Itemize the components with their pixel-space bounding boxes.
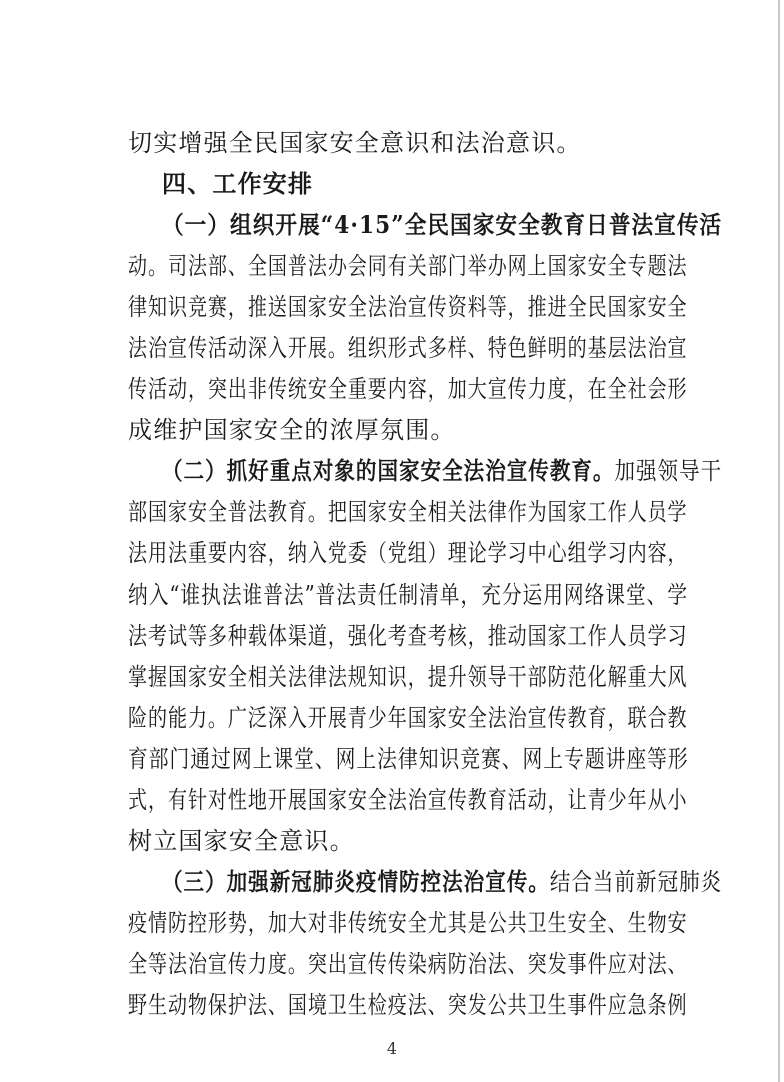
paragraph-2-line: 法用法重要内容，纳入党委（党组）理论学习中心组学习内容， [128, 539, 688, 567]
body-text-line: 切实增强全民国家安全意识和法治意识。 [128, 129, 582, 157]
paragraph-2-line: 纳入“谁执法谁普法”普法责任制清单，充分运用网络课堂、学 [128, 581, 689, 609]
paragraph-3-line: 全等法治宣传力度。突出宣传传染病防治法、突发事件应对法、 [128, 950, 688, 978]
paragraph-1-line: 动。司法部、全国普法办会同有关部门举办网上国家安全专题法 [128, 252, 688, 280]
page-number: 4 [386, 1039, 398, 1058]
paragraph-2-line: 法考试等多种载体渠道，强化考查考核，推动国家工作人员学习 [128, 622, 688, 650]
paragraph-3-lead: （三）加强新冠肺炎疫情防控法治宣传。 [162, 867, 550, 896]
paragraph-2-lead: （二）抓好重点对象的国家安全法治宣传教育。 [162, 456, 615, 485]
paragraph-2-line: 部国家安全普法教育。把国家安全相关法律作为国家工作人员学 [128, 498, 688, 526]
paragraph-1-line: 法治宣传活动深入开展。组织形式多样、特色鲜明的基层法治宣 [128, 334, 688, 362]
paragraph-2-line: 式，有针对性地开展国家安全法治宣传教育活动，让青少年从小 [128, 786, 688, 814]
paragraph-3-line: 野生动物保护法、国境卫生检疫法、突发公共卫生事件应急条例 [128, 991, 688, 1019]
paragraph-3-first-line [162, 867, 723, 897]
paragraph-2-lead-rest: 加强领导干 [614, 457, 723, 485]
paragraph-2-line: 险的能力。广泛深入开展青少年国家安全法治宣传教育，联合教 [128, 704, 688, 732]
paragraph-1-line: 成维护国家安全的浓厚氛围。 [128, 416, 456, 444]
paragraph-3-lead-rest: 结合当前新冠肺炎 [549, 868, 723, 896]
paragraph-2-line: 育部门通过网上课堂、网上法律知识竞赛、网上专题讲座等形 [128, 745, 689, 773]
paragraph-1-line: 律知识竞赛，推送国家安全法治宣传资料等，推进全民国家安全 [128, 293, 688, 321]
section-heading: 四、工作安排 [162, 169, 314, 198]
paragraph-1-line: 传活动，突出非传统安全重要内容，加大宣传力度，在全社会形 [128, 375, 688, 403]
paragraph-2-line: 树立国家安全意识。 [128, 827, 355, 855]
paragraph-1-lead: （一）组织开展“4·15”全民国家安全教育日普法宣传活 [162, 210, 723, 239]
paragraph-2-first-line [162, 456, 723, 486]
scan-edge-divider [778, 0, 780, 1082]
paragraph-3-line: 疫情防控形势，加大对非传统安全尤其是公共卫生安全、生物安 [128, 909, 688, 937]
paragraph-2-line: 掌握国家安全相关法律法规知识，提升领导干部防范化解重大风 [128, 663, 688, 691]
